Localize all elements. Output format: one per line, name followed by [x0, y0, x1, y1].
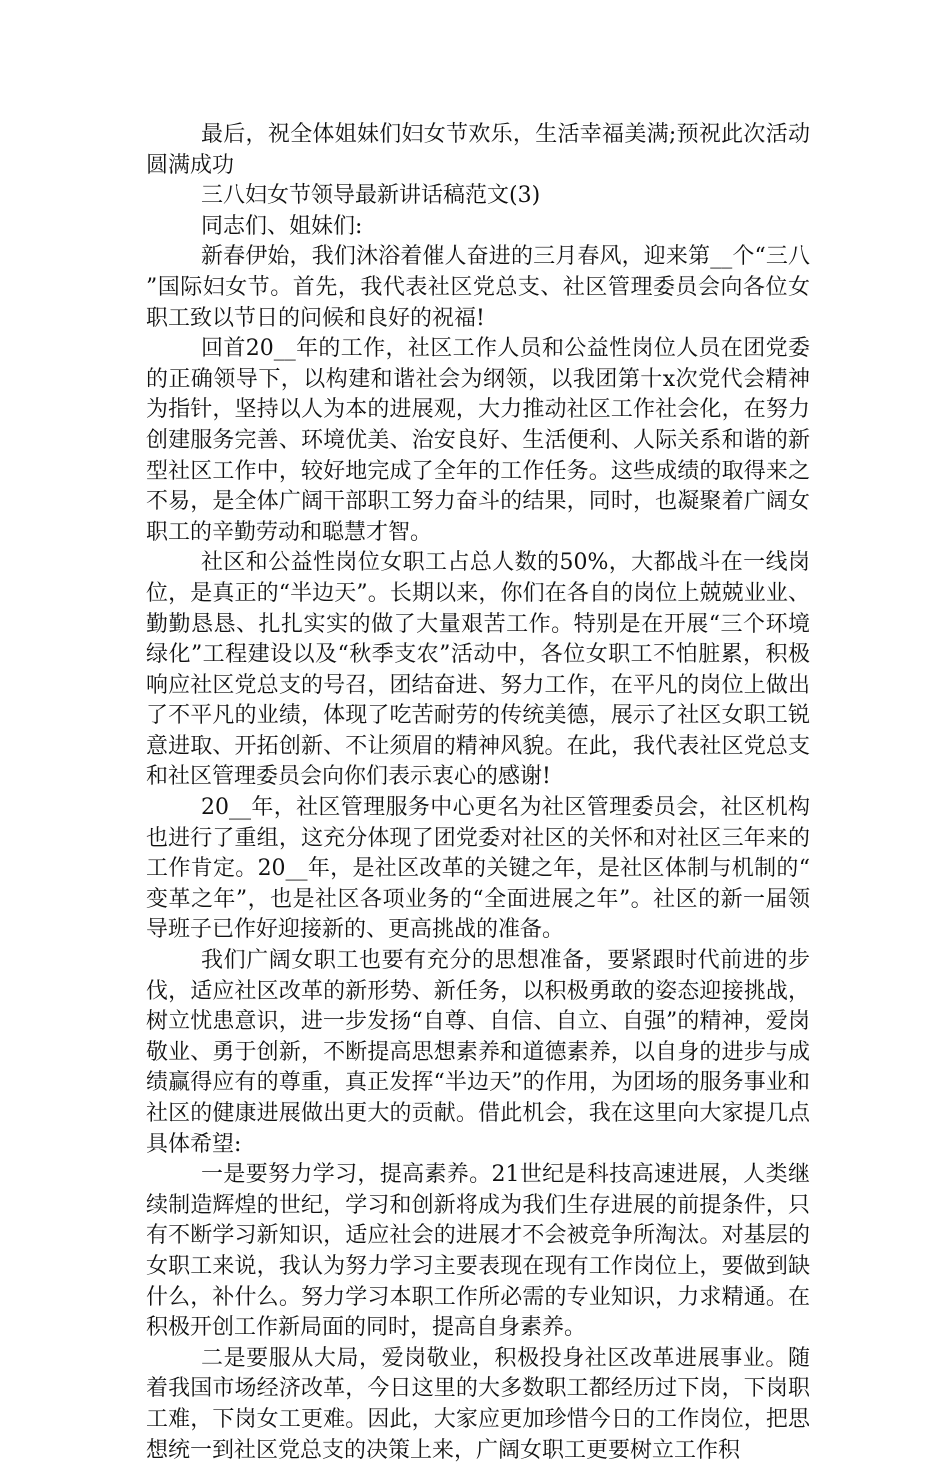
body-paragraph: 我们广阔女职工也要有充分的思想准备，要紧跟时代前进的步伐，适应社区改革的新形势、新任务，以积极勇敢的姿态迎接挑战，树立忧患意识，进一步发扬“自尊、自信、自立、自强”的精神，爱岗敬业、勇于创新，不断提高思想素养和道德素养，以自身的进步与成绩赢得应有的尊重，真正发挥“半边天”的作用，为团场的服务事业和社区的健康进展做出更大的贡献。借此机会，我在这里向大家提几点具体希望:	[146, 948, 810, 1157]
body-paragraph: 20__年，社区管理服务中心更名为社区管理委员会，社区机构也进行了重组，这充分体现了团党委对社区的关怀和对社区三年来的工作肯定。20__年，是社区改革的关键之年，是社区体制与机制的“变革之年”，也是社区各项业务的“全面进展之年”。社区的新一届领导班子已作好迎接新的、更高挑战的准备。	[146, 795, 810, 943]
article-title: 三八妇女节领导最新讲话稿范文(3)	[201, 183, 541, 209]
document-body	[146, 120, 810, 1466]
body-paragraph: 二是要服从大局，爱岗敬业，积极投身社区改革进展事业。随着我国市场经济改革，今日这里的大多数职工都经历过下岗，下岗职工难，下岗女工更难。因此，大家应更加珍惜今日的工作岗位，把思想统一到社区党总支的决策上来，广阔女职工更要树立工作积	[146, 1345, 810, 1463]
body-paragraph: 新春伊始，我们沐浴着催人奋进的三月春风，迎来第__个“三八”国际妇女节。首先，我代表社区党总支、社区管理委员会向各位女职工致以节日的问候和良好的祝福!	[146, 244, 810, 331]
closing-paragraph: 最后，祝全体姐妹们妇女节欢乐，生活幸福美满;预祝此次活动圆满成功	[146, 122, 810, 178]
body-paragraph: 社区和公益性岗位女职工占总人数的50%，大都战斗在一线岗位，是真正的“半边天”。长期以来，你们在各自的岗位上兢兢业业、勤勤恳恳、扎扎实实的做了大量艰苦工作。特别是在开展“三个环境绿化”工程建设以及“秋季支农”活动中，各位女职工不怕脏累，积极响应社区党总支的号召，团结奋进、努力工作，在平凡的岗位上做出了不平凡的业绩，体现了吃苦耐劳的传统美德，展示了社区女职工锐意进取、开拓创新、不让须眉的精神风貌。在此，我代表社区党总支和社区管理委员会向你们表示衷心的感谢!	[146, 550, 810, 790]
body-paragraph: 一是要努力学习，提高素养。21世纪是科技高速进展，人类继续制造辉煌的世纪，学习和创新将成为我们生存进展的前提条件，只有不断学习新知识，适应社会的进展才不会被竞争所淘汰。对基层的女职工来说，我认为努力学习主要表现在现有工作岗位上，要做到缺什么，补什么。努力学习本职工作所必需的专业知识，力求精通。在积极开创工作新局面的同时，提高自身素养。	[146, 1162, 810, 1341]
salutation: 同志们、姐妹们:	[201, 213, 363, 239]
body-paragraph: 回首20__年的工作，社区工作人员和公益性岗位人员在团党委的正确领导下，以构建和谐社会为纲领，以我团第十x次党代会精神为指针，坚持以人为本的进展观，大力推动社区工作社会化，在努力创建服务完善、环境优美、治安良好、生活便利、人际关系和谐的新型社区工作中，较好地完成了全年的工作任务。这些成绩的取得来之不易，是全体广阔干部职工努力奋斗的结果，同时，也凝聚着广阔女职工的辛勤劳动和聪慧才智。	[146, 336, 810, 545]
